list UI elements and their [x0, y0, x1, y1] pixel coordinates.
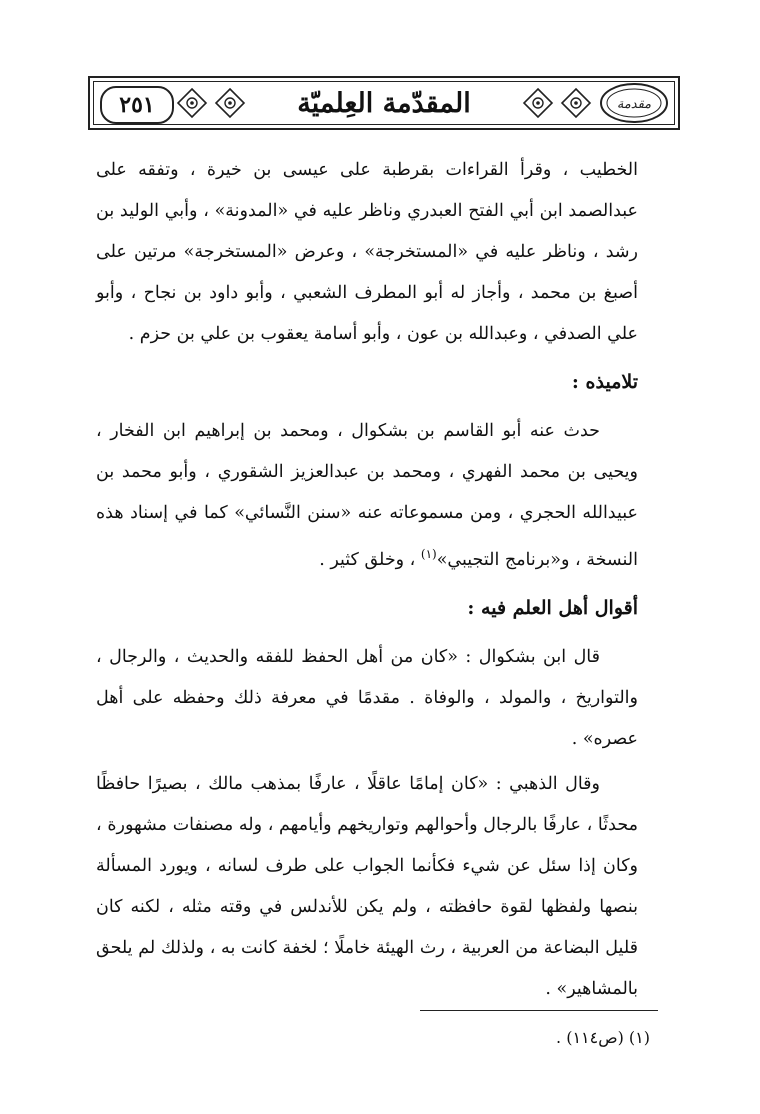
- paragraph-students: [96, 411, 638, 581]
- section-heading-students: تلاميذه :: [571, 371, 638, 393]
- ornament-icon: [214, 87, 246, 119]
- page-body: [96, 150, 638, 1010]
- footnote-divider: [420, 1010, 658, 1011]
- running-title: المقدّمة العِلميّة: [258, 84, 510, 122]
- footnote-marker[interactable]: (١): [420, 547, 437, 561]
- ornament-icon: [522, 87, 554, 119]
- paragraph-dhahabi: وقال الذهبي : «كان إمامًا عاقلًا ، عارفًا بمذهب مالك ، بصيرًا حافظًا محدثًا ، عارفًا بالرجال وأحوالهم وتواريخهم وأيامهم ، وله مصنفات مشهورة ، وكان إذا سئل عن شيء فكأنما الجواب على طرف لسانه ، ويورد المسألة بنصها ولفظها لقوة حافظته ، ولم يكن للأندلس في وقته مثله ، لكنه كان قليل البضاعة من العربية ، رث الهيئة خاملًا ؛ لخفة كانت به ، ولذلك لم يلحق بالمشاهير» .: [96, 773, 638, 999]
- seal-icon: [598, 81, 670, 125]
- students-text: حدث عنه أبو القاسم بن بشكوال ، ومحمد بن إبراهيم ابن الفخار ، ويحيى بن محمد الفهري ، ومحمد بن عبدالعزيز الشقوري ، وأبو محمد بن عبيدالله الحجري ، ومن مسموعاته عنه «سنن النَّسائي» كما في إسناد هذه النسخة ، و«برنامج التجيبي»: [96, 421, 638, 570]
- paragraph-biography: الخطيب ، وقرأ القراءات بقرطبة على عيسى بن خيرة ، وتفقه على عبدالصمد ابن أبي الفتح العبدري وناظر عليه في «المدونة» ، وأبي الوليد بن رشد ، وناظر عليه في «المستخرجة» ، وعرض «المستخرجة» مرتين على أصبغ بن محمد ، وأجاز له أبو المطرف الشعبي ، وأبو داود بن نجاح ، وأبو علي الصدفي ، وعبدالله بن عون ، وأبو أسامة يعقوب بن علي بن حزم .: [96, 160, 638, 344]
- page-number: ٢٥١: [100, 86, 174, 124]
- students-text-end: ، وخلق كثير .: [319, 549, 421, 570]
- seal-lettering: مقدمة: [616, 97, 652, 112]
- footnote: (١) (ص١١٤) .: [556, 1028, 650, 1047]
- page-header: [88, 76, 680, 130]
- ornament-icon: [176, 87, 208, 119]
- paragraph-ibn-bashkuwal: قال ابن بشكوال : «كان من أهل الحفظ للفقه والحديث ، والرجال ، والتواريخ ، والمولد ، والوفاة . مقدمًا في معرفة ذلك وحفظه على أهل عصره» .: [96, 646, 638, 749]
- ornament-icon: [560, 87, 592, 119]
- section-heading-sayings: أقوال أهل العلم فيه :: [467, 596, 638, 619]
